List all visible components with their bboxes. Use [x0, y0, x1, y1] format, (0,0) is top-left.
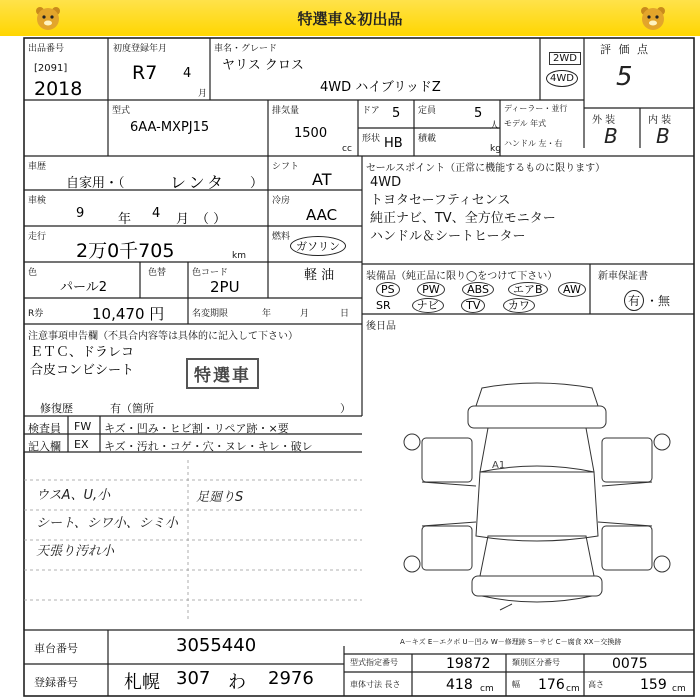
model-code-label: 型式指定番号 [350, 658, 398, 667]
inspector-label: 検査員 [28, 422, 61, 435]
equip-abs: ABS [462, 282, 494, 297]
model-label: 車名・グレード [214, 44, 278, 54]
month-unit: 月 [198, 89, 208, 99]
ac-label: 冷房 [272, 196, 291, 206]
car-damage-mark: A1 [492, 460, 506, 471]
inspector-entry-label: 記入欄 [28, 440, 61, 453]
inspect-paren: （ ） [196, 212, 227, 227]
damage-legend: A－キズ E－エクボ U－凹み W－修理跡 S－サビ C－腐食 XX－交換跡 [400, 638, 622, 646]
handle-label: ハンドル 左・右 [504, 139, 563, 148]
sales-point: トヨタセーフティセンス [370, 193, 511, 208]
shape-value: HB [384, 136, 403, 151]
chassis-label: 車台番号 [34, 642, 78, 655]
model-code-value: 19872 [446, 656, 491, 672]
score-label: 評 価 点 [600, 43, 650, 56]
banner-title: 特選車＆初出品 [297, 10, 403, 28]
height-unit: cm [672, 684, 686, 694]
title-change-month: 月 [300, 309, 310, 319]
load-label: 積載 [418, 134, 437, 144]
equip-ps: PS [376, 282, 400, 297]
notes-label: 注意事項申告欄（不具合内容等は具体的に記入して下さい） [28, 331, 298, 342]
shift-value: AT [312, 170, 332, 189]
color-change-label: 色替 [148, 268, 167, 278]
color-value: パール2 [60, 280, 108, 295]
inspect-month: 4 [152, 206, 161, 221]
grade-value: 4WD ハイブリッドZ [320, 80, 441, 95]
car-damage-diagram [392, 376, 682, 616]
warranty-no: ・無 [646, 294, 671, 308]
equip-airbag: エアB [508, 282, 548, 297]
mileage-value: 2万0千705 [76, 240, 175, 262]
interior-grade: B [656, 124, 670, 148]
plate-number: 2976 [268, 668, 314, 689]
chassis-value: 3055440 [176, 635, 257, 656]
repair-close: ） [340, 402, 351, 415]
equipment-row-2 [376, 298, 535, 313]
width-label: 幅 [512, 680, 520, 689]
capacity-label: 定員 [418, 106, 437, 116]
door-value: 5 [392, 106, 401, 121]
plate-label: 登録番号 [34, 676, 78, 689]
mileage-unit: km [232, 251, 246, 261]
notes-lines [30, 344, 134, 380]
mileage-label: 走行 [28, 232, 47, 242]
shape-label: 形状 [362, 134, 381, 144]
lot-number: 2018 [34, 78, 83, 100]
title-change-label: 名変期限 [192, 309, 229, 319]
history-label: 車歴 [28, 162, 47, 172]
load-unit: kg [490, 144, 501, 154]
capacity-value: 5 [474, 106, 483, 121]
displacement-label: 排気量 [272, 106, 300, 116]
displacement-unit: cc [342, 144, 352, 154]
dealer-label: ディーラー・並行 [504, 104, 568, 113]
exterior-grade: B [604, 124, 618, 148]
hand-note: ウスA、U,小 [36, 488, 111, 503]
length-unit: cm [480, 684, 494, 694]
sales-point: 4WD [370, 175, 402, 190]
hand-note: シート、シワ小、シミ小 [36, 516, 178, 531]
ex-row: キズ・汚れ・コゲ・穴・ヌレ・キレ・破レ [104, 440, 313, 453]
plate-class: 307 [176, 668, 211, 689]
fw-label: FW [74, 420, 92, 433]
recycle-value: 10,470 円 [92, 305, 165, 323]
month-value: 4 [183, 66, 192, 81]
fw-row: キズ・凹み・ヒビ割・リペア跡・×要 [104, 422, 289, 435]
repair-label: 修復歴 [40, 402, 73, 415]
class-code-value: 0075 [612, 656, 648, 672]
model-name: ヤリス クロス [222, 58, 304, 73]
warranty-yes-circled: 有 [624, 290, 644, 311]
score-value: 5 [616, 62, 633, 92]
history-value-b: レンタ [170, 173, 226, 192]
model-year-label: モデル 年式 [504, 119, 547, 128]
sales-label: セールスポイント（正常に機能するものに限ります） [366, 163, 606, 174]
equip-pw: PW [417, 282, 445, 297]
plate-city: 札幌 [124, 672, 160, 693]
class-code-label: 類別区分番号 [512, 658, 560, 667]
title-change-year: 年 [262, 309, 272, 319]
exterior-label: 外 装 [592, 115, 616, 126]
history-value-c: ） [250, 176, 264, 191]
equipment-row-1 [376, 282, 586, 297]
lot-sub: [2091] [34, 63, 68, 74]
sales-points [370, 174, 556, 246]
length-label: 車体寸法 長さ [350, 680, 401, 689]
drive-4wd-circled: 4WD [546, 70, 578, 87]
displacement-value: 1500 [294, 126, 328, 141]
type-value: 6AA-MXPJ15 [130, 120, 210, 135]
title-change-day: 日 [340, 309, 350, 319]
sales-point: 純正ナビ、TV、全方位モニター [370, 211, 556, 226]
capacity-unit: 人 [490, 121, 500, 131]
warranty-label: 新車保証書 [598, 271, 648, 282]
interior-label: 内 装 [648, 115, 672, 126]
color-code-label: 色コード [192, 268, 229, 278]
fuel-gasoline-circled: ガソリン [290, 236, 346, 256]
drive-2wd: 2WD [549, 52, 581, 65]
width-value: 176 [538, 677, 565, 693]
equip-navi: ナビ [412, 298, 444, 313]
ac-value: AAC [306, 206, 338, 224]
history-value-a: 自家用・（ [66, 176, 125, 191]
width-unit: cm [566, 684, 580, 694]
equip-tv: TV [461, 298, 485, 313]
first-reg-label: 初度登録年月 [113, 44, 168, 54]
sales-point: ハンドル＆シートヒーター [370, 229, 526, 244]
fuel-diesel: 軽 油 [304, 268, 335, 283]
inspect-month-unit: 月 [176, 212, 190, 227]
lot-label: 出品番号 [28, 44, 65, 54]
fuel-label: 燃料 [272, 232, 291, 242]
repair-value: 有（箇所 [110, 402, 154, 415]
inspect-year-unit: 年 [118, 212, 132, 227]
ex-label: EX [74, 438, 89, 451]
special-car-stamp: 特選車 [186, 358, 259, 389]
equip-leather: カワ [503, 298, 535, 313]
height-label: 高さ [588, 680, 604, 689]
inspect-year: 9 [76, 206, 85, 221]
era-value: R7 [132, 62, 158, 84]
after-items-label: 後日品 [366, 321, 396, 332]
length-value: 418 [446, 677, 473, 693]
hand-note: 天張り汚れ小 [36, 544, 115, 559]
equipment-label: 装備品（純正品に限り◯をつけて下さい） [366, 271, 558, 282]
equip-sr: SR [376, 299, 391, 312]
height-value: 159 [640, 677, 667, 693]
type-label: 型式 [112, 106, 131, 116]
color-label: 色 [28, 268, 38, 278]
equip-aw: AW [558, 282, 586, 297]
hand-note-right: 足廻りS [196, 490, 244, 505]
notes-line: ＥＴＣ、ドラレコ [30, 345, 135, 360]
plate-kana: わ [228, 672, 246, 693]
shift-label: シフト [272, 162, 300, 172]
recycle-label: R券 [28, 309, 44, 319]
color-code-value: 2PU [210, 278, 240, 296]
inspect-label: 車検 [28, 196, 47, 206]
notes-line: 合皮コンビシート [30, 363, 135, 378]
door-label: ドア [362, 106, 380, 116]
